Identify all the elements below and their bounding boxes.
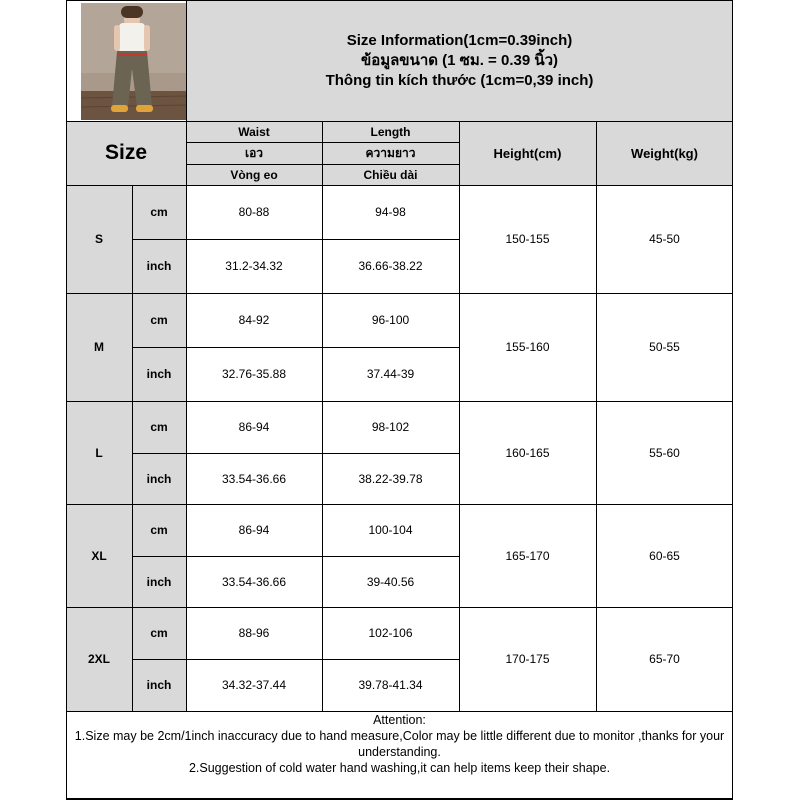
grid-line [186, 0, 187, 711]
length-header-vi: Chiều dài [322, 164, 459, 185]
unit-inch: inch [132, 659, 186, 711]
size-xl-label: XL [66, 504, 132, 607]
waist-inch-value: 34.32-37.44 [221, 678, 287, 692]
unit-cm: cm [132, 607, 186, 659]
waist-inch-value: 33.54-36.66 [221, 471, 287, 486]
weight-value: 50-55 [649, 340, 680, 354]
grid-line [66, 711, 733, 712]
waist-cm-value: 88-96 [238, 626, 270, 640]
grid-line [132, 185, 133, 711]
waist-cm-value: 84-92 [238, 313, 270, 327]
unit-inch: inch [132, 347, 186, 401]
waist-cm-value: 80-88 [238, 205, 270, 219]
waist-header-th: เอว [186, 142, 322, 164]
title-block [186, 0, 733, 121]
grid-line [66, 185, 733, 186]
grid-line [66, 121, 733, 122]
height-value: 150-155 [505, 232, 550, 246]
height-value: 165-170 [505, 548, 550, 563]
grid-line [132, 453, 459, 454]
waist-cm-value: 86-94 [238, 420, 270, 434]
grid-line [132, 659, 459, 660]
length-cm-value: 100-104 [368, 523, 413, 537]
unit-cm: cm [132, 504, 186, 556]
grid-line [132, 347, 459, 348]
grid-line [596, 121, 597, 711]
grid-line [132, 239, 459, 240]
waist-inch-value: 33.54-36.66 [221, 574, 287, 589]
unit-cm: cm [132, 185, 186, 239]
length-inch-value: 36.66-38.22 [358, 259, 423, 273]
length-cm-value: 98-102 [371, 420, 410, 434]
grid-line [66, 607, 733, 608]
model-wearing-cargo-pants-image [81, 3, 186, 120]
grid-line [322, 121, 323, 711]
grid-line [459, 121, 460, 711]
weight-value: 65-70 [649, 652, 680, 666]
length-header-th: ความยาว [322, 142, 459, 164]
height-value: 160-165 [505, 445, 550, 460]
table-border [66, 0, 733, 1]
length-cm-value: 94-98 [375, 205, 406, 219]
size-2xl-label: 2XL [66, 607, 132, 711]
size-m-label: M [66, 293, 132, 401]
length-header-en: Length [322, 121, 459, 142]
unit-inch: inch [132, 453, 186, 504]
length-cm-value: 102-106 [368, 626, 413, 640]
table-border [66, 0, 67, 800]
length-inch-value: 37.44-39 [366, 367, 415, 381]
grid-line [66, 293, 733, 294]
weight-value: 60-65 [649, 548, 680, 563]
size-header: Size [66, 121, 186, 185]
weight-value: 55-60 [649, 445, 680, 460]
title-en: Size Information(1cm=0.39inch) [346, 31, 573, 49]
grid-line [132, 556, 459, 557]
grid-line [66, 401, 733, 402]
length-inch-value: 39-40.56 [366, 574, 415, 589]
waist-cm-value: 86-94 [238, 523, 270, 537]
grid-line [186, 164, 459, 165]
height-value: 170-175 [505, 652, 550, 666]
size-chart [66, 0, 733, 800]
attention-line-1: 1.Size may be 2cm/1inch inaccuracy due to hand measure,Color may be little different due to monitor ,thanks for your understanding. [74, 729, 725, 759]
length-inch-value: 38.22-39.78 [358, 471, 423, 486]
size-l-label: L [66, 401, 132, 504]
grid-line [66, 504, 733, 505]
unit-cm: cm [132, 293, 186, 347]
waist-inch-value: 32.76-35.88 [221, 367, 287, 381]
weight-header: Weight(kg) [596, 121, 733, 185]
length-inch-value: 39.78-41.34 [358, 678, 423, 692]
title-vi: Thông tin kích thước (1cm=0,39 inch) [325, 71, 594, 89]
attention-block [66, 711, 733, 800]
weight-value: 45-50 [649, 232, 680, 246]
unit-inch: inch [132, 239, 186, 293]
unit-cm: cm [132, 401, 186, 453]
waist-header-en: Waist [186, 121, 322, 142]
product-photo [81, 3, 186, 120]
height-value: 155-160 [505, 340, 550, 354]
length-cm-value: 96-100 [371, 313, 410, 327]
attention-title: Attention: [373, 713, 426, 727]
height-header: Height(cm) [459, 121, 596, 185]
size-s-label: S [66, 185, 132, 293]
table-border [732, 0, 733, 800]
attention-line-2: 2.Suggestion of cold water hand washing,it can help items keep their shape. [188, 761, 611, 775]
waist-inch-value: 31.2-34.32 [225, 259, 283, 273]
unit-inch: inch [132, 556, 186, 607]
waist-header-vi: Vòng eo [186, 164, 322, 185]
title-th: ข้อมูลขนาด (1 ซม. = 0.39 นิ้ว) [360, 51, 559, 69]
grid-line [186, 142, 459, 143]
